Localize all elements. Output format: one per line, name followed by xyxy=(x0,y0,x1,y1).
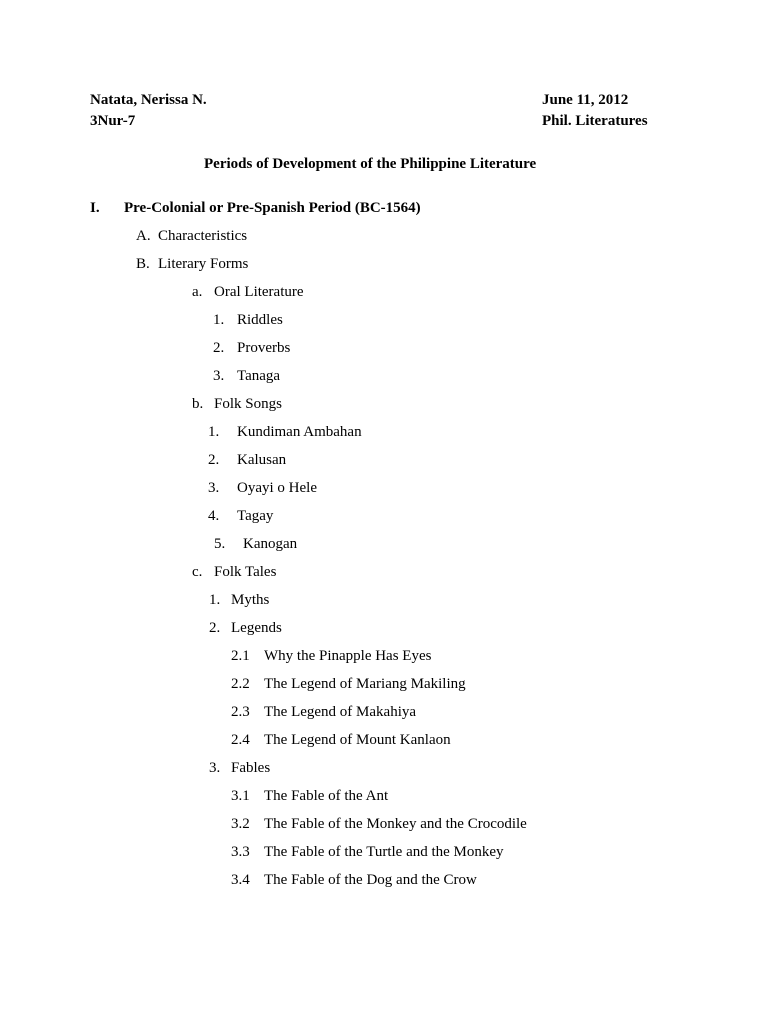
author-name: Natata, Nerissa N. xyxy=(90,92,207,108)
list-item: 3. Oyayi o Hele xyxy=(208,480,317,496)
list-item: 5. Kanogan xyxy=(214,536,298,552)
period-numeral: I. xyxy=(90,200,100,216)
document-subject: Phil. Literatures xyxy=(542,113,648,129)
list-item: 2.1 Why the Pinapple Has Eyes xyxy=(231,648,432,664)
list-item: 2.4 The Legend of Mount Kanlaon xyxy=(231,732,451,748)
document-date: June 11, 2012 xyxy=(542,92,629,108)
list-item: 4. Tagay xyxy=(208,508,274,524)
list-item: 3.1 The Fable of the Ant xyxy=(231,788,389,804)
author-section: 3Nur-7 xyxy=(90,113,136,129)
list-item: 2. Kalusan xyxy=(208,452,287,468)
period-heading: Pre-Colonial or Pre-Spanish Period (BC-1564) xyxy=(124,200,421,216)
list-item: 3. Fables xyxy=(209,760,271,776)
list-item: b. Folk Songs xyxy=(192,396,282,412)
list-item: 3.4 The Fable of the Dog and the Crow xyxy=(231,872,477,888)
list-item: 3. Tanaga xyxy=(213,368,281,384)
list-item: 1. Myths xyxy=(209,592,270,608)
document-title: Periods of Development of the Philippine Literature xyxy=(204,156,537,172)
list-item: A. Characteristics xyxy=(136,228,248,244)
list-item: 3.3 The Fable of the Turtle and the Monkey xyxy=(231,844,504,860)
list-item: 2. Proverbs xyxy=(213,340,291,356)
list-item: 2.2 The Legend of Mariang Makiling xyxy=(231,676,466,692)
list-item: B. Literary Forms xyxy=(136,256,249,272)
list-item: a. Oral Literature xyxy=(192,284,304,300)
list-item: 1. Riddles xyxy=(213,312,283,328)
list-item: 1. Kundiman Ambahan xyxy=(208,424,362,440)
list-item: 2. Legends xyxy=(209,620,282,636)
list-item: 2.3 The Legend of Makahiya xyxy=(231,704,417,720)
list-item: 3.2 The Fable of the Monkey and the Crocodile xyxy=(231,816,527,832)
list-item: c. Folk Tales xyxy=(192,564,277,580)
